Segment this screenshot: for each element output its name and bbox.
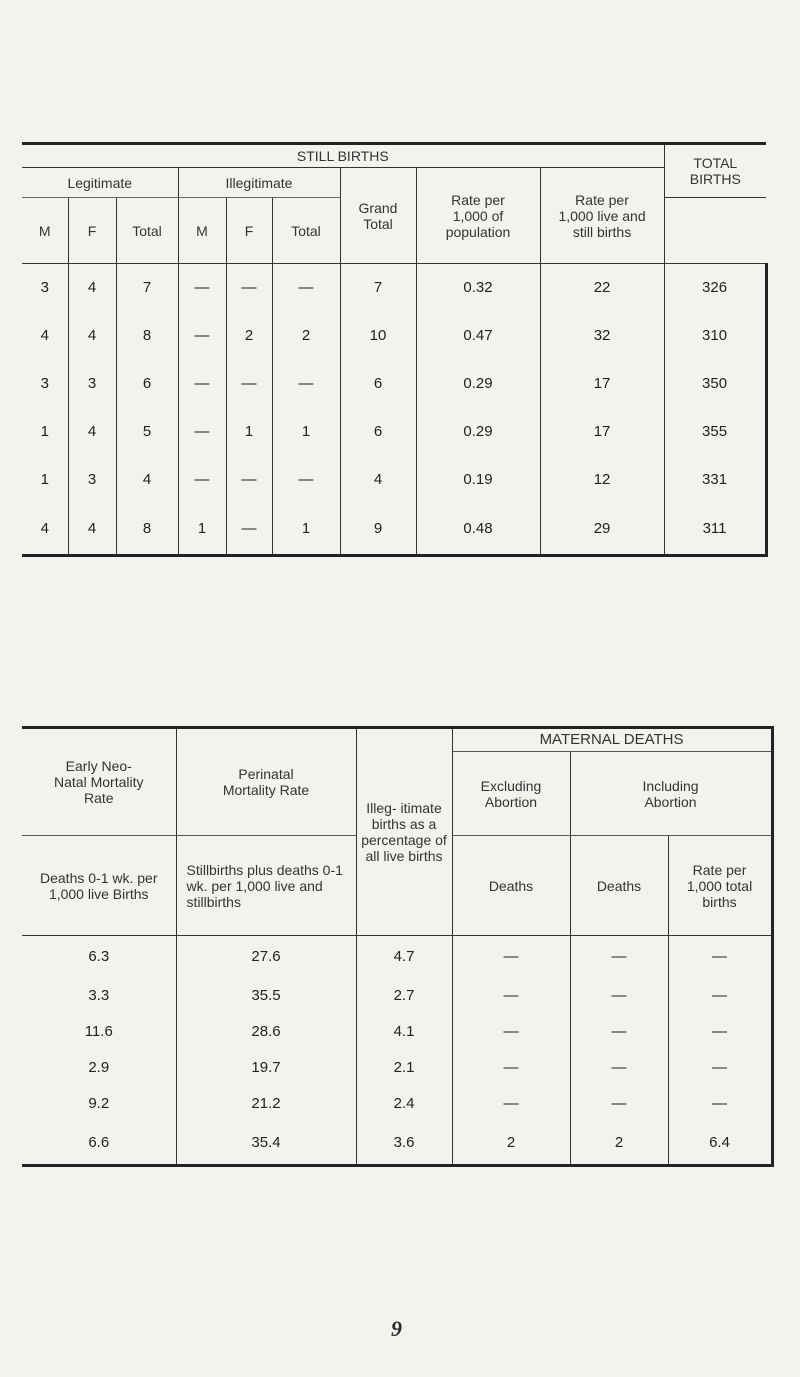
illegit-f-cell: — [226,264,272,312]
illegit-f-cell: 1 [226,408,272,456]
rate-total-births-header: Rate per 1,000 total births [668,836,772,936]
rate-population-header: Rate per 1,000 of population [416,168,540,264]
legit-f-cell: 3 [68,456,116,504]
illegit-m-header: M [178,198,226,264]
total-births-cell: 310 [664,312,766,360]
illegitimate-pct-cell: 3.6 [356,1122,452,1166]
early-neonatal-header: Early Neo-Natal Mortality Rate [22,728,176,836]
grand-total-cell: 4 [340,456,416,504]
illegit-f-cell: — [226,360,272,408]
total-births-cell: 350 [664,360,766,408]
table-row [22,1086,772,1122]
illegit-total-cell: — [272,360,340,408]
table-row [22,978,772,1014]
rate-births-cell: 17 [540,360,664,408]
excluding-deaths-cell: — [452,1014,570,1050]
table-row [22,936,772,978]
mortality-table [22,726,772,1167]
perinatal-header: Perinatal Mortality Rate [176,728,356,836]
table-row [22,264,766,312]
illegit-m-cell: — [178,456,226,504]
rate-births-header: Rate per 1,000 live and still births [540,168,664,264]
rate-total-births-cell: 6.4 [668,1122,772,1166]
legit-m-cell: 1 [22,408,68,456]
illegit-total-cell: 1 [272,504,340,556]
excluding-deaths-header: Deaths [452,836,570,936]
table-row [22,1014,772,1050]
rate-births-cell: 12 [540,456,664,504]
excluding-deaths-cell: — [452,978,570,1014]
deaths-0-1-header: Deaths 0-1 wk. per 1,000 live Births [22,836,176,936]
perinatal-cell: 35.5 [176,978,356,1014]
illegit-total-cell: — [272,456,340,504]
illegit-total-cell: 2 [272,312,340,360]
including-deaths-header: Deaths [570,836,668,936]
illegit-total-header: Total [272,198,340,264]
illegitimate-percentage-header: Illeg- itimate births as a percentage of all live births [356,728,452,936]
total-births-cell: 326 [664,264,766,312]
illegit-f-cell: — [226,456,272,504]
legit-m-cell: 4 [22,504,68,556]
legit-m-cell: 3 [22,360,68,408]
excluding-deaths-cell: — [452,1050,570,1086]
illegit-f-cell: 2 [226,312,272,360]
rate-births-cell: 22 [540,264,664,312]
excluding-deaths-cell: — [452,936,570,978]
illegitimate-pct-cell: 4.1 [356,1014,452,1050]
total-births-header: TOTAL BIRTHS [664,144,766,198]
rate-total-births-cell: — [668,936,772,978]
legit-m-cell: 4 [22,312,68,360]
illegit-m-cell: — [178,360,226,408]
legit-f-header: F [68,198,116,264]
early-neonatal-cell: 2.9 [22,1050,176,1086]
table-row [22,360,766,408]
including-deaths-cell: — [570,1050,668,1086]
rate-total-births-cell: — [668,978,772,1014]
maternal-deaths-header: MATERNAL DEATHS [452,728,772,752]
grand-total-cell: 6 [340,360,416,408]
rate-population-cell: 0.29 [416,360,540,408]
stillbirths-plus-header: Stillbirths plus deaths 0-1 wk. per 1,000 live and stillbirths [176,836,356,936]
illegitimate-pct-cell: 2.1 [356,1050,452,1086]
perinatal-cell: 27.6 [176,936,356,978]
rate-births-cell: 32 [540,312,664,360]
legit-total-cell: 4 [116,456,178,504]
grand-total-cell: 6 [340,408,416,456]
grand-total-cell: 10 [340,312,416,360]
table-row [22,504,766,556]
illegitimate-pct-cell: 2.7 [356,978,452,1014]
illegit-m-cell: — [178,408,226,456]
early-neonatal-cell: 9.2 [22,1086,176,1122]
excluding-deaths-cell: 2 [452,1122,570,1166]
grand-total-cell: 9 [340,504,416,556]
including-deaths-cell: — [570,978,668,1014]
legit-total-cell: 6 [116,360,178,408]
table-row [22,1122,772,1166]
including-deaths-cell: — [570,1014,668,1050]
still-births-body [22,264,766,556]
rate-total-births-cell: — [668,1086,772,1122]
illegitimate-header: Illegitimate [178,168,340,198]
perinatal-cell: 19.7 [176,1050,356,1086]
legit-m-cell: 3 [22,264,68,312]
rate-births-cell: 17 [540,408,664,456]
legit-f-cell: 3 [68,360,116,408]
rate-population-cell: 0.29 [416,408,540,456]
legit-f-cell: 4 [68,408,116,456]
legit-total-cell: 8 [116,504,178,556]
grand-total-cell: 7 [340,264,416,312]
early-neonatal-cell: 6.3 [22,936,176,978]
total-births-cell: 355 [664,408,766,456]
including-deaths-cell: 2 [570,1122,668,1166]
perinatal-cell: 21.2 [176,1086,356,1122]
table-row [22,312,766,360]
legit-total-cell: 5 [116,408,178,456]
legit-total-cell: 7 [116,264,178,312]
total-births-cell: 331 [664,456,766,504]
perinatal-cell: 35.4 [176,1122,356,1166]
rate-births-cell: 29 [540,504,664,556]
legit-f-cell: 4 [68,504,116,556]
rate-population-cell: 0.48 [416,504,540,556]
including-deaths-cell: — [570,936,668,978]
rate-population-cell: 0.32 [416,264,540,312]
early-neonatal-cell: 6.6 [22,1122,176,1166]
table-row [22,408,766,456]
illegit-m-cell: — [178,264,226,312]
page-number: 9 [391,1316,402,1341]
mortality-body [22,936,772,1166]
total-births-cell: 311 [664,504,766,556]
excluding-abortion-header: Excluding Abortion [452,752,570,836]
illegit-total-cell: — [272,264,340,312]
including-deaths-cell: — [570,1086,668,1122]
legitimate-header: Legitimate [22,168,178,198]
illegitimate-pct-cell: 4.7 [356,936,452,978]
legit-f-cell: 4 [68,264,116,312]
rate-population-cell: 0.47 [416,312,540,360]
legit-total-cell: 8 [116,312,178,360]
legit-f-cell: 4 [68,312,116,360]
legit-m-header: M [22,198,68,264]
illegit-m-cell: — [178,312,226,360]
still-births-title: STILL BIRTHS [22,144,664,168]
grand-total-header: Grand Total [340,168,416,264]
rate-population-cell: 0.19 [416,456,540,504]
illegit-f-header: F [226,198,272,264]
rate-total-births-cell: — [668,1014,772,1050]
illegit-f-cell: — [226,504,272,556]
table-row [22,456,766,504]
illegitimate-pct-cell: 2.4 [356,1086,452,1122]
perinatal-cell: 28.6 [176,1014,356,1050]
rate-total-births-cell: — [668,1050,772,1086]
illegit-m-cell: 1 [178,504,226,556]
legit-total-header: Total [116,198,178,264]
early-neonatal-cell: 3.3 [22,978,176,1014]
table-row [22,1050,772,1086]
still-births-table [22,142,766,557]
legit-m-cell: 1 [22,456,68,504]
illegit-total-cell: 1 [272,408,340,456]
including-abortion-header: Including Abortion [570,752,772,836]
early-neonatal-cell: 11.6 [22,1014,176,1050]
excluding-deaths-cell: — [452,1086,570,1122]
